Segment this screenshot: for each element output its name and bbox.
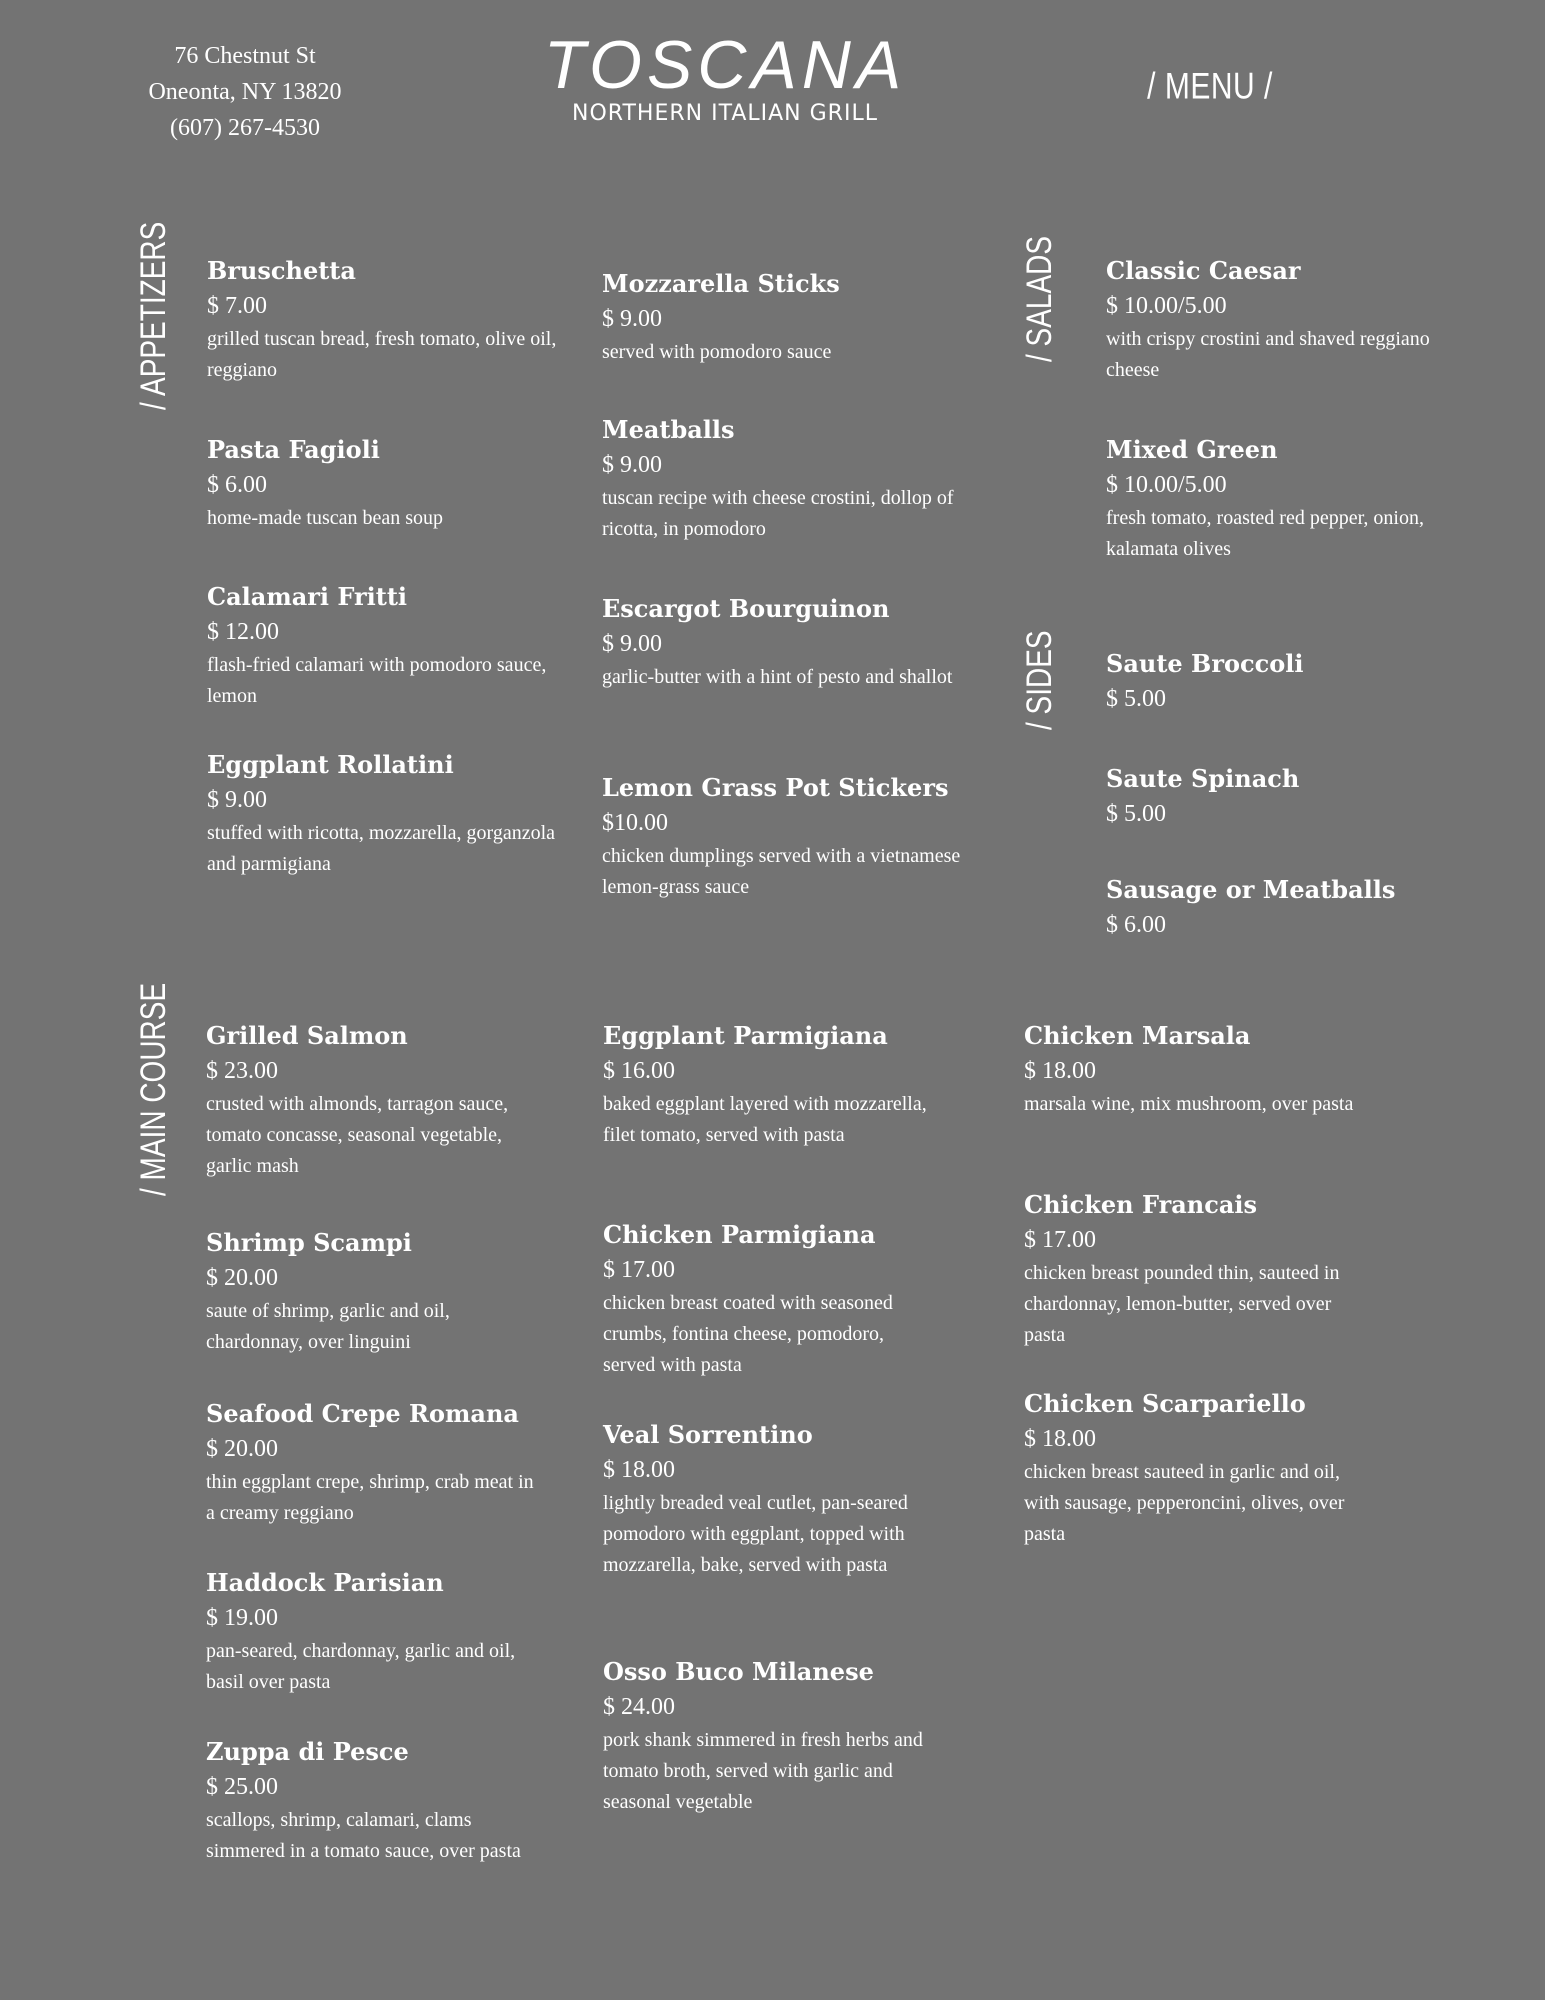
- item-price: $ 23.00: [206, 1058, 278, 1084]
- item-name: Haddock Parisian: [206, 1568, 444, 1597]
- section-label-sides: / SIDES: [1019, 630, 1059, 730]
- menu-item: [1024, 1387, 1364, 1550]
- item-description: chicken breast pounded thin, sauteed in chardonnay, lemon-butter, served over pasta: [1024, 1262, 1340, 1346]
- item-price: $ 5.00: [1106, 686, 1166, 712]
- item-price: $ 6.00: [207, 472, 267, 498]
- menu-item: [206, 1019, 546, 1182]
- item-name: Veal Sorrentino: [603, 1420, 813, 1449]
- item-price: $ 20.00: [206, 1436, 278, 1462]
- item-price: $ 18.00: [1024, 1426, 1096, 1452]
- item-price: $ 24.00: [603, 1694, 675, 1720]
- item-name: Chicken Francais: [1024, 1190, 1258, 1219]
- item-name: Chicken Marsala: [1024, 1021, 1251, 1050]
- item-price: $ 17.00: [1024, 1227, 1096, 1253]
- item-price: $ 18.00: [1024, 1058, 1096, 1084]
- item-description: pan-seared, chardonnay, garlic and oil, basil over pasta: [206, 1640, 516, 1693]
- menu-item: [602, 592, 972, 693]
- item-name: Zuppa di Pesce: [206, 1737, 409, 1766]
- item-description: marsala wine, mix mushroom, over pasta: [1024, 1093, 1354, 1115]
- item-price: $ 25.00: [206, 1774, 278, 1800]
- item-description: pork shank simmered in fresh herbs and tomato broth, served with garlic and seasonal vegetable: [603, 1729, 923, 1813]
- item-description: baked eggplant layered with mozzarella, filet tomato, served with pasta: [603, 1093, 927, 1146]
- item-name: Osso Buco Milanese: [603, 1657, 874, 1686]
- menu-item: [207, 748, 577, 880]
- menu-item: [1106, 873, 1476, 943]
- item-description: chicken breast coated with seasoned crumbs, fontina cheese, pomodoro, served with pasta: [603, 1292, 893, 1376]
- item-description: thin eggplant crepe, shrimp, crab meat in a creamy reggiano: [206, 1471, 534, 1524]
- menu-item: [206, 1397, 546, 1529]
- item-price: $ 17.00: [603, 1257, 675, 1283]
- item-price: $ 5.00: [1106, 801, 1166, 827]
- item-name: Pasta Fagioli: [207, 435, 380, 464]
- item-description: saute of shrimp, garlic and oil, chardonnay, over linguini: [206, 1300, 450, 1353]
- item-description: flash-fried calamari with pomodoro sauce, lemon: [207, 654, 547, 707]
- item-description: home-made tuscan bean soup: [207, 507, 444, 529]
- item-name: Calamari Fritti: [207, 582, 408, 611]
- section-label-salads: / SALADS: [1019, 235, 1059, 362]
- item-name: Sausage or Meatballs: [1106, 875, 1396, 904]
- item-description: lightly breaded veal cutlet, pan-seared pomodoro with eggplant, topped with mozzarella, bake, served with pasta: [603, 1492, 908, 1576]
- restaurant-address: [110, 38, 380, 146]
- item-name: Shrimp Scampi: [206, 1228, 412, 1257]
- menu-item: [603, 1418, 933, 1581]
- item-description: grilled tuscan bread, fresh tomato, olive oil, reggiano: [207, 328, 557, 381]
- menu-item: [1106, 762, 1476, 832]
- menu-label: / MENU /: [1147, 66, 1273, 108]
- item-name: Mozzarella Sticks: [602, 269, 840, 298]
- item-description: garlic-butter with a hint of pesto and shallot: [602, 666, 953, 688]
- item-price: $ 7.00: [207, 293, 267, 319]
- item-name: Eggplant Rollatini: [207, 750, 454, 779]
- item-name: Grilled Salmon: [206, 1021, 408, 1050]
- menu-item: [207, 580, 577, 712]
- item-price: $ 9.00: [602, 631, 662, 657]
- logo: [540, 27, 910, 128]
- item-name: Seafood Crepe Romana: [206, 1399, 519, 1428]
- menu-item: [207, 433, 577, 534]
- menu-item: [1106, 647, 1476, 717]
- menu-item: [602, 413, 972, 545]
- item-name: Chicken Scarpariello: [1024, 1389, 1306, 1418]
- menu-item: [1106, 254, 1476, 386]
- item-price: $ 6.00: [1106, 912, 1166, 938]
- item-price: $ 18.00: [603, 1457, 675, 1483]
- address-city: Oneonta, NY 13820: [148, 79, 342, 105]
- logo-subtitle: NORTHERN ITALIAN GRILL: [572, 101, 878, 126]
- section-label-main-course: / MAIN COURSE: [133, 982, 173, 1196]
- item-price: $10.00: [602, 810, 668, 836]
- menu-item: [206, 1566, 546, 1698]
- item-description: crusted with almonds, tarragon sauce, tomato concasse, seasonal vegetable, garlic mash: [206, 1093, 509, 1177]
- item-description: served with pomodoro sauce: [602, 341, 832, 363]
- logo-title: TOSCANA: [543, 27, 907, 103]
- item-name: Eggplant Parmigiana: [603, 1021, 888, 1050]
- item-description: chicken dumplings served with a vietnamese lemon-grass sauce: [602, 845, 961, 898]
- item-price: $ 9.00: [207, 787, 267, 813]
- menu-item: [207, 254, 577, 386]
- section-label-appetizers: / APPETIZERS: [133, 221, 173, 410]
- item-name: Escargot Bourguinon: [602, 594, 890, 623]
- item-name: Saute Broccoli: [1106, 649, 1304, 678]
- item-description: scallops, shrimp, calamari, clams simmered in a tomato sauce, over pasta: [206, 1809, 521, 1862]
- menu-item: [1024, 1019, 1364, 1120]
- item-price: $ 16.00: [603, 1058, 675, 1084]
- item-name: Lemon Grass Pot Stickers: [602, 773, 949, 802]
- menu-item: [602, 771, 972, 903]
- menu-item: [603, 1218, 933, 1381]
- item-price: $ 12.00: [207, 619, 279, 645]
- item-description: with crispy crostini and shaved reggiano cheese: [1106, 328, 1430, 381]
- item-description: chicken breast sauteed in garlic and oil, with sausage, pepperoncini, olives, over pasta: [1024, 1461, 1345, 1545]
- item-name: Classic Caesar: [1106, 256, 1301, 285]
- item-description: stuffed with ricotta, mozzarella, gorganzola and parmigiana: [207, 822, 556, 875]
- menu-item: [603, 1019, 933, 1151]
- item-price: $ 9.00: [602, 306, 662, 332]
- item-description: fresh tomato, roasted red pepper, onion, kalamata olives: [1106, 507, 1424, 560]
- item-name: Bruschetta: [207, 256, 356, 285]
- item-price: $ 10.00/5.00: [1106, 293, 1227, 319]
- item-name: Chicken Parmigiana: [603, 1220, 876, 1249]
- item-price: $ 10.00/5.00: [1106, 472, 1227, 498]
- menu-item: [1106, 433, 1476, 565]
- item-name: Saute Spinach: [1106, 764, 1300, 793]
- item-name: Meatballs: [602, 415, 735, 444]
- menu-item: [603, 1655, 933, 1818]
- address-street: 76 Chestnut St: [174, 43, 316, 69]
- menu-item: [1024, 1188, 1364, 1351]
- address-phone: (607) 267-4530: [170, 115, 320, 141]
- item-name: Mixed Green: [1106, 435, 1278, 464]
- item-description: tuscan recipe with cheese crostini, dollop of ricotta, in pomodoro: [602, 487, 954, 540]
- item-price: $ 9.00: [602, 452, 662, 478]
- menu-item: [602, 267, 972, 368]
- item-price: $ 20.00: [206, 1265, 278, 1291]
- menu-item: [206, 1735, 546, 1867]
- menu-item: [206, 1226, 546, 1358]
- item-price: $ 19.00: [206, 1605, 278, 1631]
